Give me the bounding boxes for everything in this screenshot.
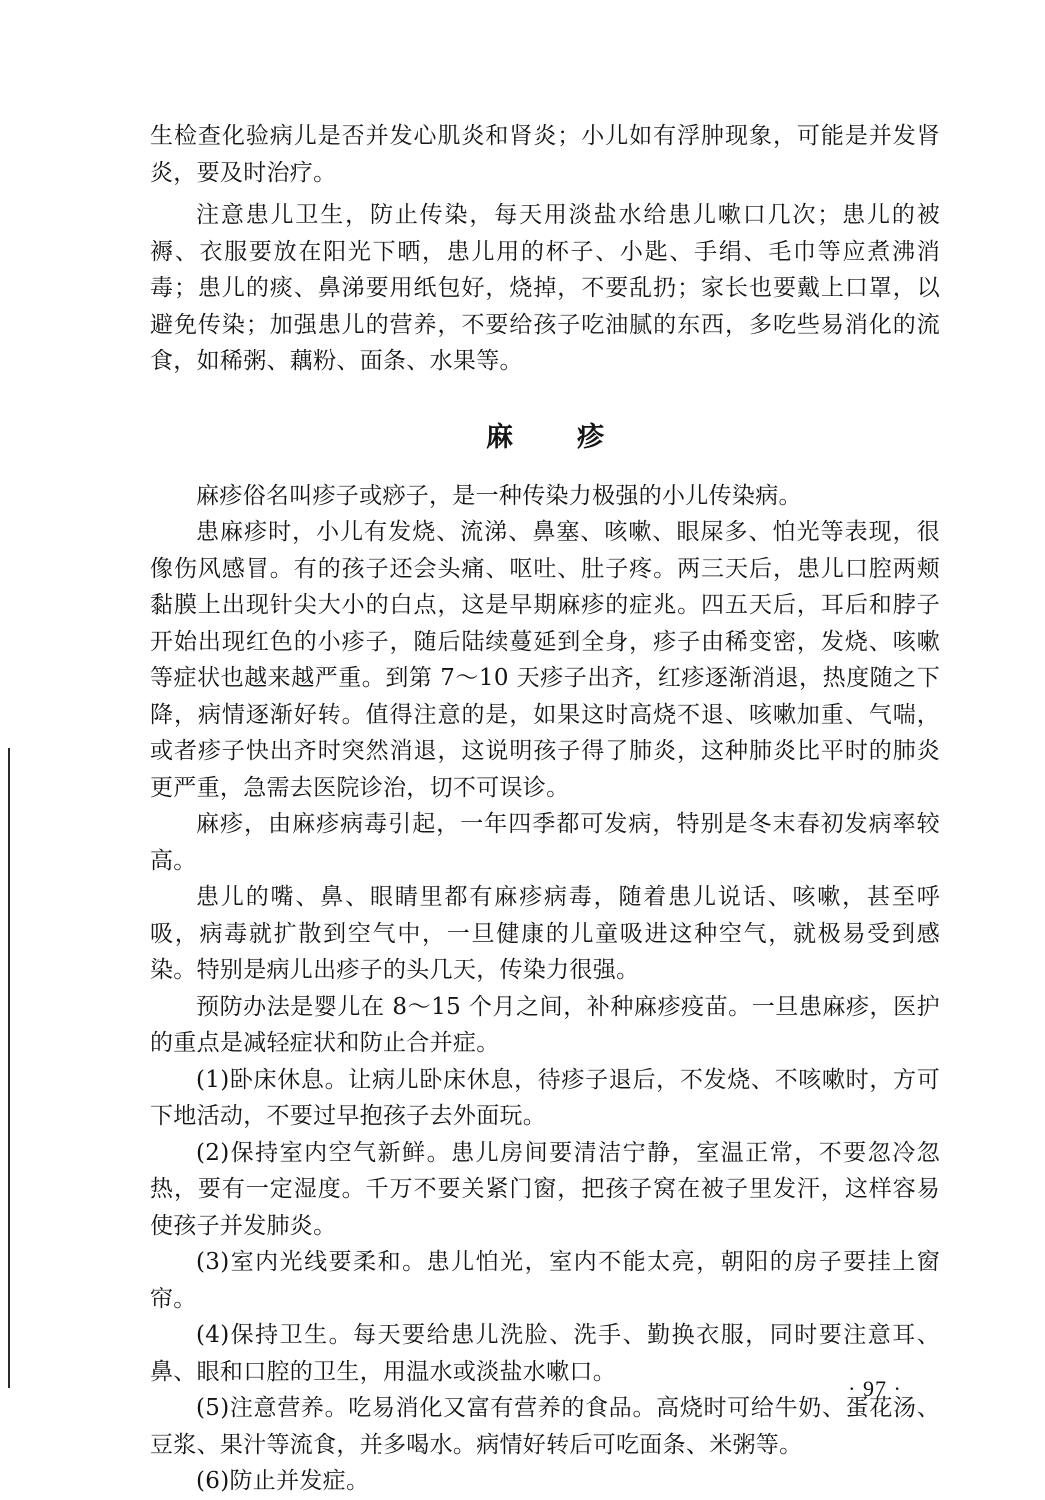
paragraph-care-5: (5)注意营养。吃易消化又富有营养的食品。高烧时可给牛奶、蛋花汤、豆浆、果汁等流食，并多喝水。病情好转后可吃面条、米粥等。 (150, 1395, 940, 1458)
paragraph-transmission: 患儿的嘴、鼻、眼睛里都有麻疹病毒，随着患儿说话、咳嗽，甚至呼吸，病毒就扩散到空气中，一旦健康的儿童吸进这种空气，就极易受到感染。特别是病儿出疹子的头几天，传染力很强。 (150, 884, 940, 983)
paragraph-symptoms: 患麻疹时，小儿有发烧、流涕、鼻塞、咳嗽、眼屎多、怕光等表现，很像伤风感冒。有的孩子还会头痛、呕吐、肚子疼。两三天后，患儿口腔两颊黏膜上出现针尖大小的白点，这是早期麻疹的症兆。四五天后，耳后和脖子开始出现红色的小疹子，随后陆续蔓延到全身，疹子由稀变密，发烧、咳嗽等症状也越来越严重。到第 7～10 天疹子出齐，红疹逐渐消退，热度随之下降，病情逐渐好转。值得注意的是，如果这时高烧不退、咳嗽加重、气喘，或者疹子快出齐时突然消退，这说明孩子得了肺炎，这种肺炎比平时的肺炎更严重，急需去医院诊治，切不可误诊。 (150, 519, 940, 801)
scan-edge-mark (8, 748, 10, 1388)
paragraph-care-6: (6)防止并发症。 (196, 1468, 370, 1494)
paragraph-prevention: 预防办法是婴儿在 8～15 个月之间，补种麻疹疫苗。一旦患麻疹，医护的重点是减轻症状和防止合并症。 (150, 993, 940, 1056)
paragraph-continued: 生检查化验病儿是否并发心肌炎和肾炎；小儿如有浮肿现象，可能是并发肾炎，要及时治疗。 (150, 123, 940, 186)
page-number: · 97 · (848, 1376, 902, 1401)
paragraph-cause: 麻疹，由麻疹病毒引起，一年四季都可发病，特别是冬末春初发病率较高。 (150, 811, 940, 874)
section-title: 麻疹 (486, 421, 668, 453)
paragraph-care-4: (4)保持卫生。每天要给患儿洗脸、洗手、勤换衣服，同时要注意耳、鼻、眼和口腔的卫生，用温水或淡盐水嗽口。 (150, 1322, 940, 1385)
paragraph-care-2: (2)保持室内空气新鲜。患儿房间要清洁宁静，室温正常，不要忽冷忽热，要有一定湿度。千万不要关紧门窗，把孩子窝在被子里发汗，这样容易使孩子并发肺炎。 (150, 1139, 940, 1239)
paragraph-care-3: (3)室内光线要柔和。患儿怕光，室内不能太亮，朝阳的房子要挂上窗帘。 (150, 1249, 940, 1312)
page-body (150, 118, 940, 1500)
paragraph-intro: 麻疹俗名叫疹子或痧子，是一种传染力极强的小儿传染病。 (196, 482, 802, 509)
paragraph-care-1: (1)卧床休息。让病儿卧床休息，待疹子退后，不发烧、不咳嗽时，方可下地活动，不要过早抱孩子去外面玩。 (150, 1066, 940, 1129)
paragraph-hygiene: 注意患儿卫生，防止传染，每天用淡盐水给患儿嗽口几次；患儿的被褥、衣服要放在阳光下晒，患儿用的杯子、小匙、手绢、毛巾等应煮沸消毒；患儿的痰、鼻涕要用纸包好，烧掉，不要乱扔；家长也要戴上口罩，以避免传染；加强患儿的营养，不要给孩子吃油腻的东西，多吃些易消化的流食，如稀粥、藕粉、面条、水果等。 (150, 202, 940, 374)
